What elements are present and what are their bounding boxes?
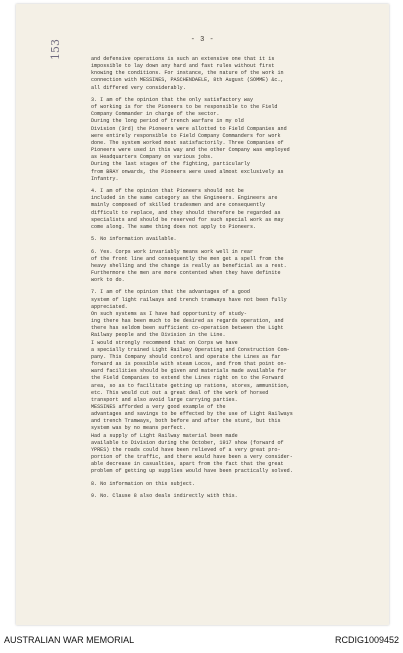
page-number: - 3 - bbox=[190, 36, 215, 44]
archive-footer bbox=[0, 629, 403, 653]
paragraph-4: 4. I am of the opinion that Pioneers should not be included in the same category as the Engineers. Engineers are mainly composed of skilled tradesmen and are consequently difficult to replace, and they should therefore be regarded as specialists and should be reserved for such special work as may come along. The same thing does not apply to Pioneers. bbox=[91, 188, 284, 230]
document-body bbox=[91, 56, 387, 505]
paragraph-5: 5. No information available. bbox=[91, 236, 177, 243]
paragraph-continued: and defensive operations is such an extensive one that it is impossible to lay down any hard and fast rules without first knowing the conditions. For instance, the nature of the work in connection with MESSINES, PASCHENDAELE, 8th August (SOMME) &c., all differed very considerably. bbox=[91, 56, 284, 91]
paragraph-9: 9. No. Clause 8 also deals indirectly with this. bbox=[91, 493, 238, 500]
paragraph-6: 6. Yes. Corps work invariably means work well in rear of the front line and consequently the men get a spell from the heavy shelling and the change is really as beneficial as a rest. Furthermore the men are more contented when they have definite work to do. bbox=[91, 248, 287, 284]
paragraph-3: 3. I am of the opinion that the only satisfactory way of working is for the Pioneers to be responsible to the Field Company Commander in charge of the sector. During the long period of trench warfare in my old Division (3rd) the Pioneers were allotted to Field Companies and were entirely responsible to Field Company Commanders for work done. The system worked most satisfactorily. Three Companies of Pioneers were used in this way and the other Company was employed as Headquarters Company on various jobs. During the last stages of the fighting, particularly from BRAY onwards, the Pioneers were used almost exclusively as Infantry. bbox=[91, 96, 290, 182]
paragraph-7: 7. I am of the opinion that the advantages of a good system of light railways and trench tramways have not been fully appreciated. On such systems as I have had opportunity of study- ing there has been much to be desired as regards operation, and there has seldom been sufficient co-operation between the Light Railway people and the Division in the Line. I would strongly recommend that on Corps we have a specially trained Light Railway Operating and Construction Com- pany. This Company should control and operate the Lines as far forward as is possible with steam Locos, and from that point on- ward facilities should be given and materials made available for the Field Companies to extend the Lines right on to the Forward area, so as to facilitate getting up rations, stores, ammunition, etc. This would cut out a great deal of the work of horsed transport and also avoid large carrying parties. MESSINES afforded a very good example of the advantages and savings to be effected by the use of Light Railways and trench Tramways, both before and after the stunt, but this system was by no means perfect. Had a supply of Light Railway material been made available to Division during the October, 1917 show (forward of YPRES) the roads could have been relieved of a very great pro- portion of the traffic, and there would have been a very consider- able decrease in casualties, apart from the fact that the great problem of getting up supplies would have been practically solved. bbox=[91, 289, 293, 475]
record-id: RCDIG1009452 bbox=[334, 635, 399, 645]
margin-folio-number: 153 bbox=[49, 39, 62, 60]
archive-name: AUSTRALIAN WAR MEMORIAL bbox=[4, 635, 135, 645]
document-page bbox=[16, 4, 389, 625]
paragraph-8: 8. No information on this subject. bbox=[91, 480, 195, 487]
